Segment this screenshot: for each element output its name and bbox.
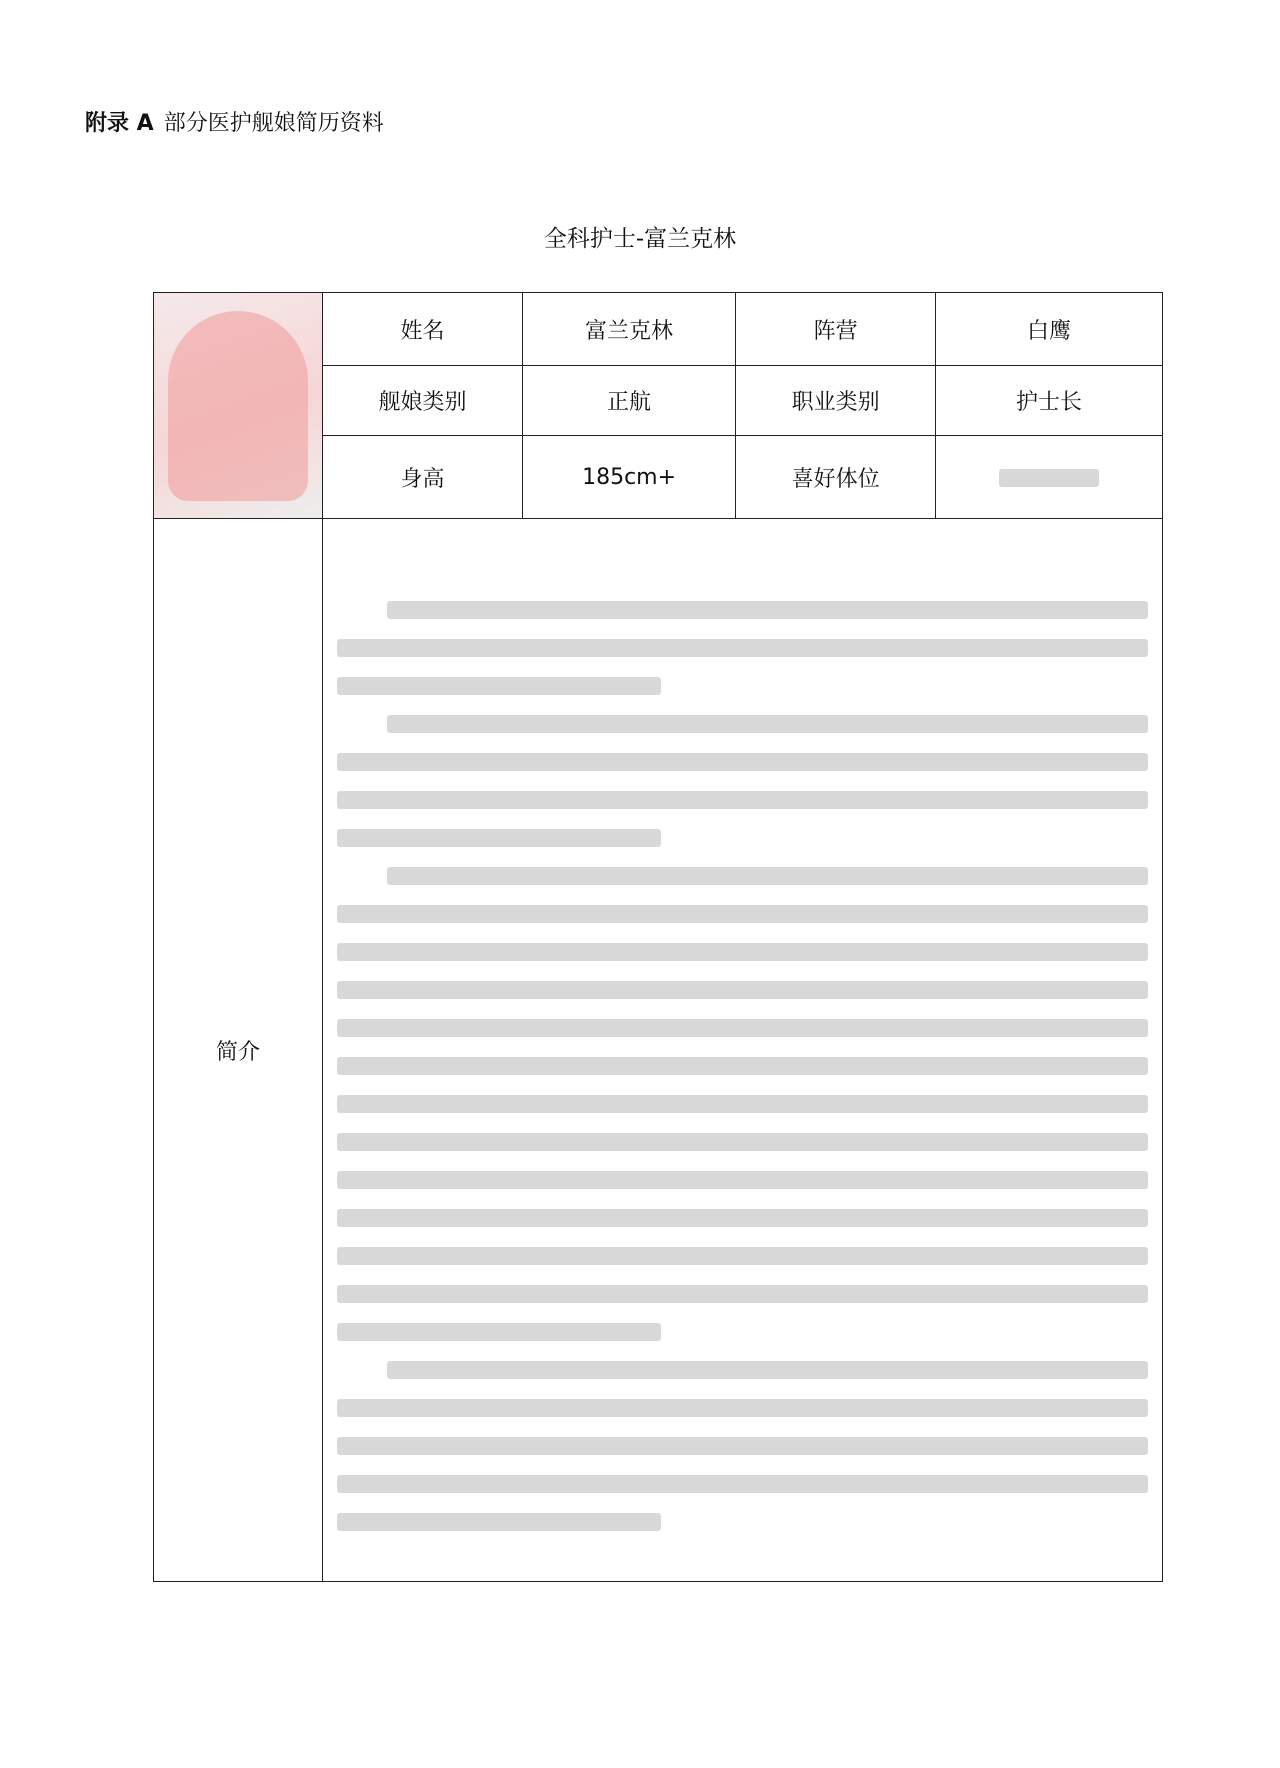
redacted-line (337, 1057, 1148, 1075)
field-label: 身高 (323, 436, 523, 519)
field-label: 职业类别 (736, 366, 936, 436)
redacted-line (337, 1437, 1148, 1455)
redacted-line (337, 943, 1148, 961)
redacted-line (337, 791, 1148, 809)
profile-title: 全科护士-富兰克林 (543, 226, 737, 252)
field-value-redacted (936, 436, 1163, 519)
redacted-line (337, 829, 661, 847)
profile-table (153, 292, 1163, 1582)
redacted-line (337, 981, 1148, 999)
field-value: 富兰克林 (522, 293, 735, 366)
redacted-line (387, 601, 1148, 619)
redacted-line (337, 1171, 1148, 1189)
field-label: 阵营 (736, 293, 936, 366)
portrait-image (154, 293, 323, 519)
redacted-line (337, 1019, 1148, 1037)
appendix-label: 附录 A (85, 111, 154, 136)
redacted-line (387, 715, 1148, 733)
redacted-line (387, 1361, 1148, 1379)
field-value: 护士长 (936, 366, 1163, 436)
field-label: 舰娘类别 (323, 366, 523, 436)
redacted-line (337, 1285, 1148, 1303)
redacted-line (337, 677, 661, 695)
redacted-line (337, 753, 1148, 771)
redacted-line (337, 1133, 1148, 1151)
field-value: 正航 (522, 366, 735, 436)
redacted-line (337, 639, 1148, 657)
redacted-line (337, 1475, 1148, 1493)
field-value: 185cm+ (522, 436, 735, 519)
redacted-line (387, 867, 1148, 885)
field-label: 喜好体位 (736, 436, 936, 519)
intro-body-redacted (323, 519, 1163, 1582)
appendix-heading (85, 106, 384, 137)
intro-label: 简介 (154, 519, 323, 1582)
redacted-line (337, 1095, 1148, 1113)
redacted-line (337, 1399, 1148, 1417)
redacted-line (337, 1247, 1148, 1265)
redacted-line (337, 905, 1148, 923)
field-value: 白鹰 (936, 293, 1163, 366)
field-label: 姓名 (323, 293, 523, 366)
redacted-line (337, 1323, 661, 1341)
redacted-line (337, 1513, 661, 1531)
redacted-line (337, 1209, 1148, 1227)
appendix-title: 部分医护舰娘简历资料 (163, 111, 384, 136)
